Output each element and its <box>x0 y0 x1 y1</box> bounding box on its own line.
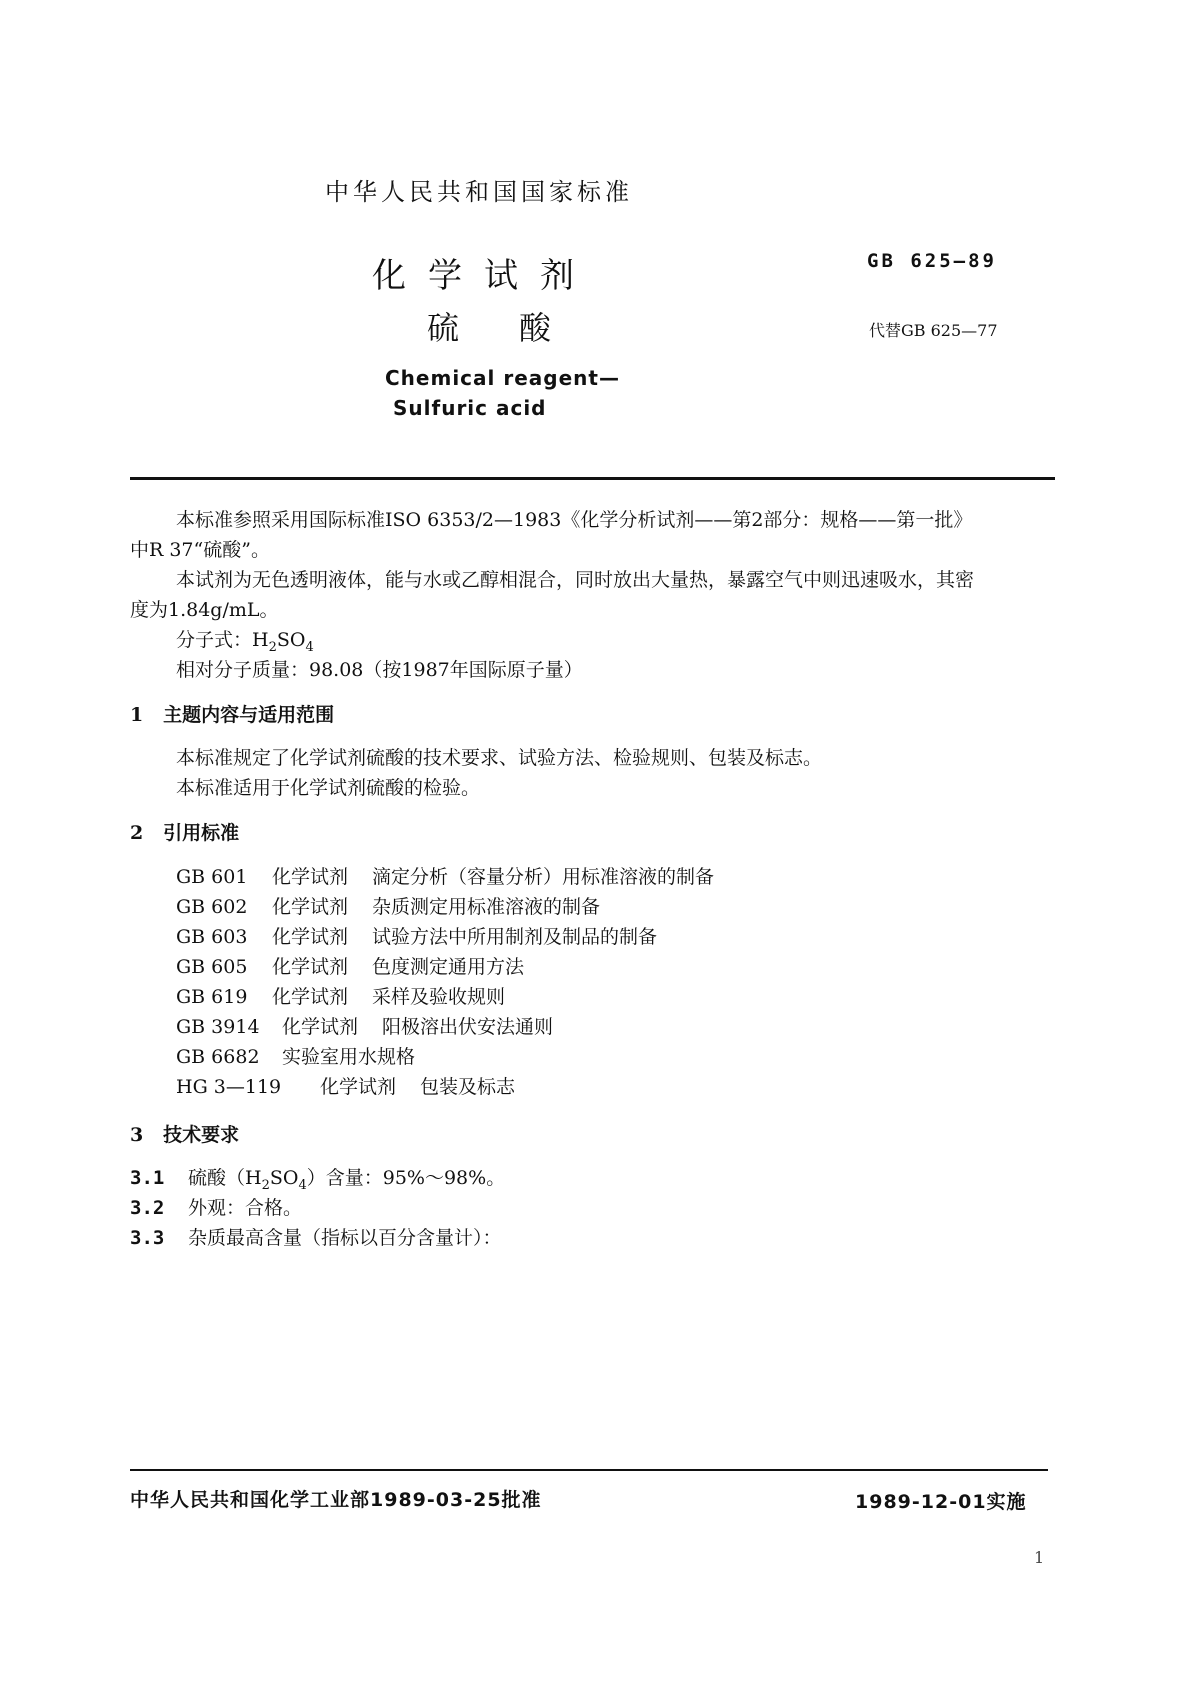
reference-desc: 杂质测定用标准溶液的制备 <box>372 896 601 918</box>
section-1-para-1: 本标准规定了化学试剂硫酸的技术要求、试验方法、检验规则、包装及标志。 <box>176 747 823 769</box>
section-2-heading <box>130 818 239 845</box>
reference-desc: 实验室用水规格 <box>282 1046 416 1068</box>
reference-desc: 试验方法中所用制剂及制品的制备 <box>372 926 658 948</box>
document-subtitle: 硫酸 <box>427 309 612 347</box>
formula-sub-2: 2 <box>268 639 277 655</box>
intro-line-3: 本试剂为无色透明液体，能与水或乙醇相混合，同时放出大量热，暴露空气中则迅速吸水，其密 <box>176 569 975 591</box>
clause-text-post: ）含量：95%～98%。 <box>306 1167 506 1189</box>
reference-name: 化学试剂 <box>272 866 349 888</box>
reference-desc: 包装及标志 <box>420 1076 516 1098</box>
effective-date: 1989-12-01实施 <box>855 1491 1027 1513</box>
clause-3-3 <box>130 1223 502 1253</box>
approval-statement: 中华人民共和国化学工业部1989-03-25批准 <box>130 1489 542 1511</box>
reference-row <box>176 892 600 922</box>
section-1-heading <box>130 700 334 727</box>
reference-row <box>176 952 524 982</box>
section-1-para-2: 本标准适用于化学试剂硫酸的检验。 <box>176 777 481 799</box>
reference-desc: 滴定分析（容量分析）用标准溶液的制备 <box>372 866 715 888</box>
document-title: 化学试剂 <box>372 256 596 296</box>
formula-label: 分子式： <box>176 629 253 651</box>
formula-sub-4: 4 <box>305 639 314 655</box>
reference-code: GB 601 <box>176 866 248 888</box>
reference-name: 化学试剂 <box>282 1016 359 1038</box>
reference-row <box>176 1012 553 1042</box>
english-title-line1: Chemical reagent— <box>385 366 620 390</box>
reference-code: HG 3—119 <box>176 1076 282 1098</box>
formula-h: H <box>252 629 269 651</box>
reference-desc: 阳极溶出伏安法通则 <box>382 1016 554 1038</box>
section-3-title: 技术要求 <box>163 1124 240 1146</box>
section-1-number: 1 <box>130 704 144 726</box>
reference-code: GB 605 <box>176 956 248 978</box>
clause-sub-4: 4 <box>298 1177 307 1193</box>
reference-name: 化学试剂 <box>272 956 349 978</box>
reference-code: GB 602 <box>176 896 248 918</box>
section-2-title: 引用标准 <box>163 822 240 844</box>
clause-text: 外观：合格。 <box>188 1197 303 1219</box>
intro-line-2: 中R 37“硫酸”。 <box>130 539 270 561</box>
english-title-line2: Sulfuric acid <box>393 396 547 420</box>
header-divider <box>130 477 1055 480</box>
reference-row <box>176 922 657 952</box>
clause-number: 3.3 <box>130 1227 165 1249</box>
reference-row <box>176 1042 415 1072</box>
reference-code: GB 3914 <box>176 1016 260 1038</box>
section-3-number: 3 <box>130 1124 144 1146</box>
clause-text-pre: 硫酸（H <box>188 1167 262 1189</box>
clause-number: 3.2 <box>130 1197 165 1219</box>
clause-3-2 <box>130 1193 302 1223</box>
page-number: 1 <box>1034 1548 1045 1567</box>
intro-line-4: 度为1.84g/mL。 <box>130 599 279 621</box>
reference-name: 化学试剂 <box>272 926 349 948</box>
reference-name: 化学试剂 <box>320 1076 397 1098</box>
molar-mass: 相对分子质量：98.08（按1987年国际原子量） <box>176 659 583 681</box>
reference-row <box>176 1072 515 1102</box>
clause-text: 杂质最高含量（指标以百分含量计）： <box>188 1227 502 1249</box>
reference-name: 化学试剂 <box>272 986 349 1008</box>
reference-code: GB 619 <box>176 986 248 1008</box>
standard-code: GB 625—89 <box>867 250 997 272</box>
reference-code: GB 6682 <box>176 1046 260 1068</box>
reference-code: GB 603 <box>176 926 248 948</box>
formula-so: SO <box>276 629 306 651</box>
replaces-standard: 代替GB 625—77 <box>869 321 998 340</box>
reference-desc: 色度测定通用方法 <box>372 956 525 978</box>
issuing-authority: 中华人民共和国国家标准 <box>325 178 633 206</box>
intro-line-1: 本标准参照采用国际标准ISO 6353/2—1983《化学分析试剂——第2部分：规格——第一批》 <box>176 509 973 531</box>
footer-divider <box>130 1469 1048 1471</box>
clause-sub-2: 2 <box>261 1177 270 1193</box>
clause-number: 3.1 <box>130 1167 165 1189</box>
reference-row <box>176 982 505 1012</box>
section-2-number: 2 <box>130 822 144 844</box>
reference-name: 化学试剂 <box>272 896 349 918</box>
section-3-heading <box>130 1120 239 1147</box>
clause-text-mid: SO <box>269 1167 299 1189</box>
reference-row <box>176 862 714 892</box>
section-1-title: 主题内容与适用范围 <box>163 704 335 726</box>
reference-desc: 采样及验收规则 <box>372 986 506 1008</box>
